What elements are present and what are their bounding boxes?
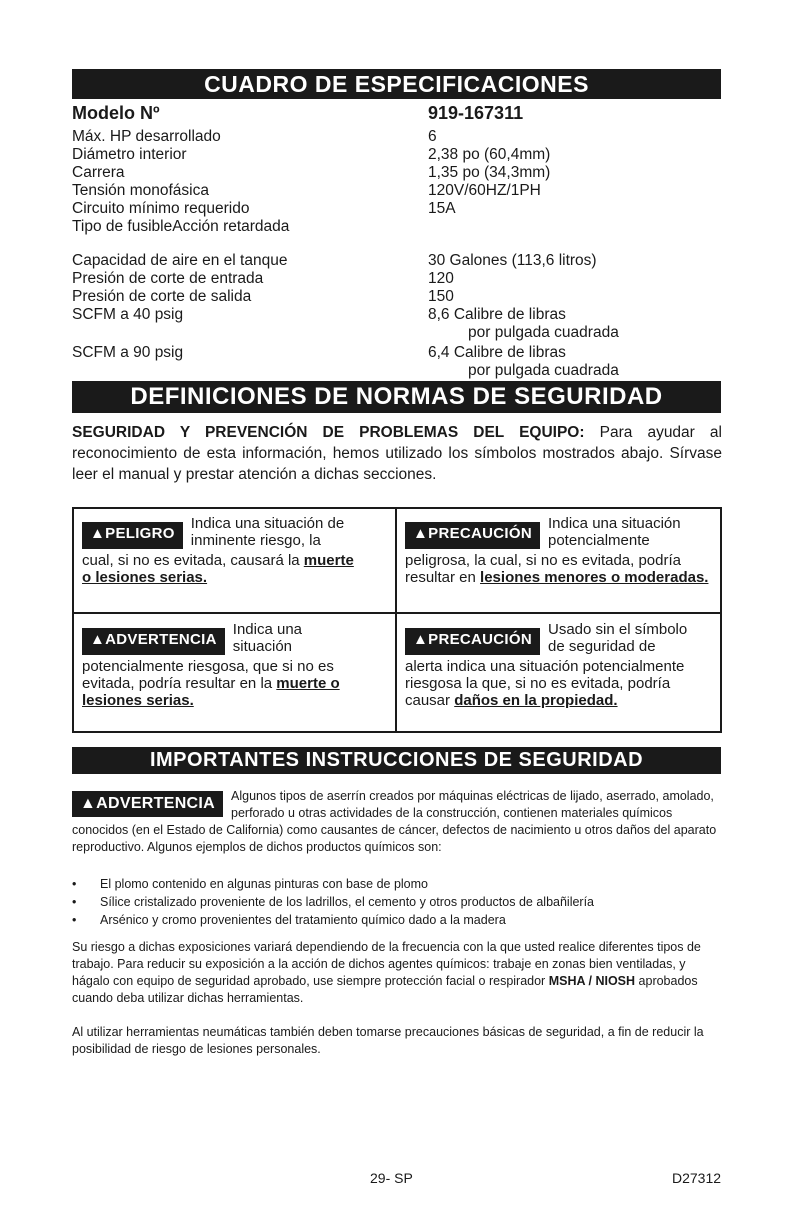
advertencia-t2: situación	[232, 638, 292, 655]
spec-key: Carrera	[72, 164, 125, 181]
warning-text: Algunos tipos de aserrín creados por máquinas eléctricas de lijado, aserrado, amolado, perforado u otras actividades de la construcción, contienen materiales químicos conocidos (en el Estado de California) como causantes de cáncer, defectos de nacimiento u otros daños del aparato reproductivo. Algunos ejemplos de dichos productos químicos son:	[72, 789, 717, 854]
spec-banner: CUADRO DE ESPECIFICACIONES	[72, 69, 721, 99]
spec-key: Capacidad de aire en el tanque	[72, 252, 288, 269]
precaucion2-badge: ▲PRECAUCIÓN	[405, 628, 540, 655]
spec-value-line: 120	[428, 270, 454, 287]
spec-value-line: 150	[428, 288, 454, 305]
warning-paragraph	[72, 788, 722, 856]
spec-row	[72, 164, 732, 182]
chemical-list	[72, 875, 722, 929]
advertencia-u1: muerte o lesiones serias.	[82, 675, 340, 709]
spec-value-line: 2,38 po (60,4mm)	[428, 146, 551, 163]
spec-key: Circuito mínimo requerido	[72, 200, 250, 217]
spec-key: Tipo de fusibleAcción retardada	[72, 218, 290, 235]
grid-divider-horizontal	[74, 612, 720, 614]
advertencia-badge: ▲ADVERTENCIA	[82, 628, 225, 655]
list-item: • Arsénico y cromo provenientes del tratamiento químico dado a la madera	[72, 913, 506, 927]
model-value: 919-167311	[428, 103, 524, 123]
grid-divider-vertical	[395, 509, 397, 731]
spec-value	[428, 344, 732, 380]
spec-value-line: 8,6 Calibre de libras	[428, 306, 566, 323]
list-item: • El plomo contenido en algunas pinturas con base de plomo	[72, 877, 428, 891]
spec-key: SCFM a 90 psig	[72, 344, 184, 361]
peligro-u2: o lesiones serias.	[82, 569, 208, 586]
document-number: D27312	[672, 1170, 722, 1186]
definitions-banner: DEFINICIONES DE NORMAS DE SEGURIDAD	[72, 381, 721, 413]
exposure-paragraph	[72, 939, 722, 1007]
spec-row	[72, 128, 732, 146]
peligro-u1: muerte	[303, 552, 354, 569]
precaucion1-t3: peligrosa, la cual, si no es evitada, podría resultar en	[405, 552, 681, 586]
peligro-t1: Indica una situación de	[190, 515, 345, 532]
bullet-text: Arsénico y cromo provenientes del tratamiento químico dado a la madera	[100, 913, 506, 927]
spec-value	[428, 218, 732, 236]
spec-row	[72, 288, 732, 306]
peligro-t3: cual, si no es evitada, causará la	[82, 552, 304, 569]
spec-row	[72, 218, 732, 236]
para2-c: aprobados cuando deba utilizar dichas herramientas.	[72, 974, 698, 1005]
intro-bold: SEGURIDAD Y PREVENCIÓN DE PROBLEMAS DEL EQUIPO:	[72, 424, 585, 441]
instructions-banner: IMPORTANTES INSTRUCCIONES DE SEGURIDAD	[72, 747, 721, 774]
peligro-badge: ▲PELIGRO	[82, 522, 183, 549]
spec-key: Tensión monofásica	[72, 182, 209, 199]
spec-table	[72, 104, 732, 380]
spec-key: Diámetro interior	[72, 146, 187, 163]
spec-value	[428, 306, 732, 342]
spec-value	[428, 288, 732, 306]
hazard-grid	[72, 507, 722, 733]
spec-key: Máx. HP desarrollado	[72, 128, 221, 145]
page-number: 29- SP	[370, 1170, 413, 1186]
spec-row	[72, 344, 732, 380]
spec-key: Presión de corte de salida	[72, 288, 252, 305]
precaucion1-badge: ▲PRECAUCIÓN	[405, 522, 540, 549]
precaucion2-cell	[405, 621, 715, 709]
precaucion2-t3: alerta indica una situación potencialmente riesgosa la que, si no es evitada, podría causar	[405, 658, 685, 709]
spec-row	[72, 182, 732, 200]
precaucion1-t1: Indica una situación	[548, 515, 681, 532]
spec-key: SCFM a 40 psig	[72, 306, 184, 323]
advertencia-t1: Indica una	[232, 621, 303, 638]
intro-text: Para ayudar al reconocimiento de esta información, hemos utilizado los símbolos mostrados abajo. Sírvase leer el manual y prestar atención a dichas secciones.	[72, 424, 722, 483]
precaucion2-t1: Usado sin el símbolo	[548, 621, 688, 638]
spec-header-row	[72, 104, 732, 122]
spec-row	[72, 252, 732, 270]
peligro-t2: inminente riesgo, la	[190, 532, 321, 549]
spec-value-line: 6,4 Calibre de libras	[428, 344, 566, 361]
spec-value-line: por pulgada cuadrada	[468, 362, 619, 379]
spec-row	[72, 146, 732, 164]
definitions-intro	[72, 422, 722, 485]
precaucion1-cell	[405, 515, 715, 586]
model-label: Modelo Nº	[72, 103, 160, 123]
list-item: • Sílice cristalizado proveniente de los ladrillos, el cemento y otros productos de albañilería	[72, 895, 595, 909]
spec-value	[428, 182, 732, 200]
precaucion2-t2: de seguridad de	[548, 638, 656, 655]
spec-key: Presión de corte de entrada	[72, 270, 264, 287]
para2-a: Su riesgo a dichas exposiciones variará dependiendo de la frecuencia con la que usted realice diferentes tipos de trabajo. Para reducir su exposición a la acción de dichos agentes químicos: trabaje en zonas bien ventiladas, y hágalo con equipo de seguridad aprobado, use siempre protección facial o respirador	[72, 940, 701, 988]
advertencia-t3: potencialmente riesgosa, que si no es evitada, podría resultar en la	[82, 658, 334, 692]
peligro-cell	[82, 515, 388, 586]
bullet-text: El plomo contenido en algunas pinturas con base de plomo	[100, 877, 428, 891]
spec-value-line: por pulgada cuadrada	[468, 324, 619, 341]
spec-row	[72, 270, 732, 288]
spec-value	[428, 146, 732, 164]
advertencia-cell	[82, 621, 388, 709]
spec-value	[428, 128, 732, 146]
spec-value-line: 6	[428, 128, 437, 145]
spec-value	[428, 200, 732, 218]
spec-row	[72, 200, 732, 218]
spec-value-line: 120V/60HZ/1PH	[428, 182, 541, 199]
spec-value	[428, 252, 732, 270]
pneumatic-paragraph: Al utilizar herramientas neumáticas también deben tomarse precauciones básicas de seguridad, a fin de reducir la posibilidad de riesgo de lesiones personales.	[72, 1025, 704, 1056]
para2-b: MSHA / NIOSH	[548, 974, 636, 988]
bullet-text: Sílice cristalizado proveniente de los ladrillos, el cemento y otros productos de albañilería	[100, 895, 595, 909]
spec-row	[72, 306, 732, 342]
spec-value-line: 30 Galones (113,6 litros)	[428, 252, 597, 269]
precaucion2-u1: daños en la propiedad.	[454, 692, 618, 709]
precaucion1-t2: potencialmente	[548, 532, 650, 549]
spec-value-line: 15A	[428, 200, 456, 217]
precaucion1-u1: lesiones menores o moderadas.	[480, 569, 709, 586]
spec-value	[428, 164, 732, 182]
spec-value-line: 1,35 po (34,3mm)	[428, 164, 551, 181]
warning-badge: ▲ADVERTENCIA	[72, 791, 223, 817]
spec-value	[428, 270, 732, 288]
